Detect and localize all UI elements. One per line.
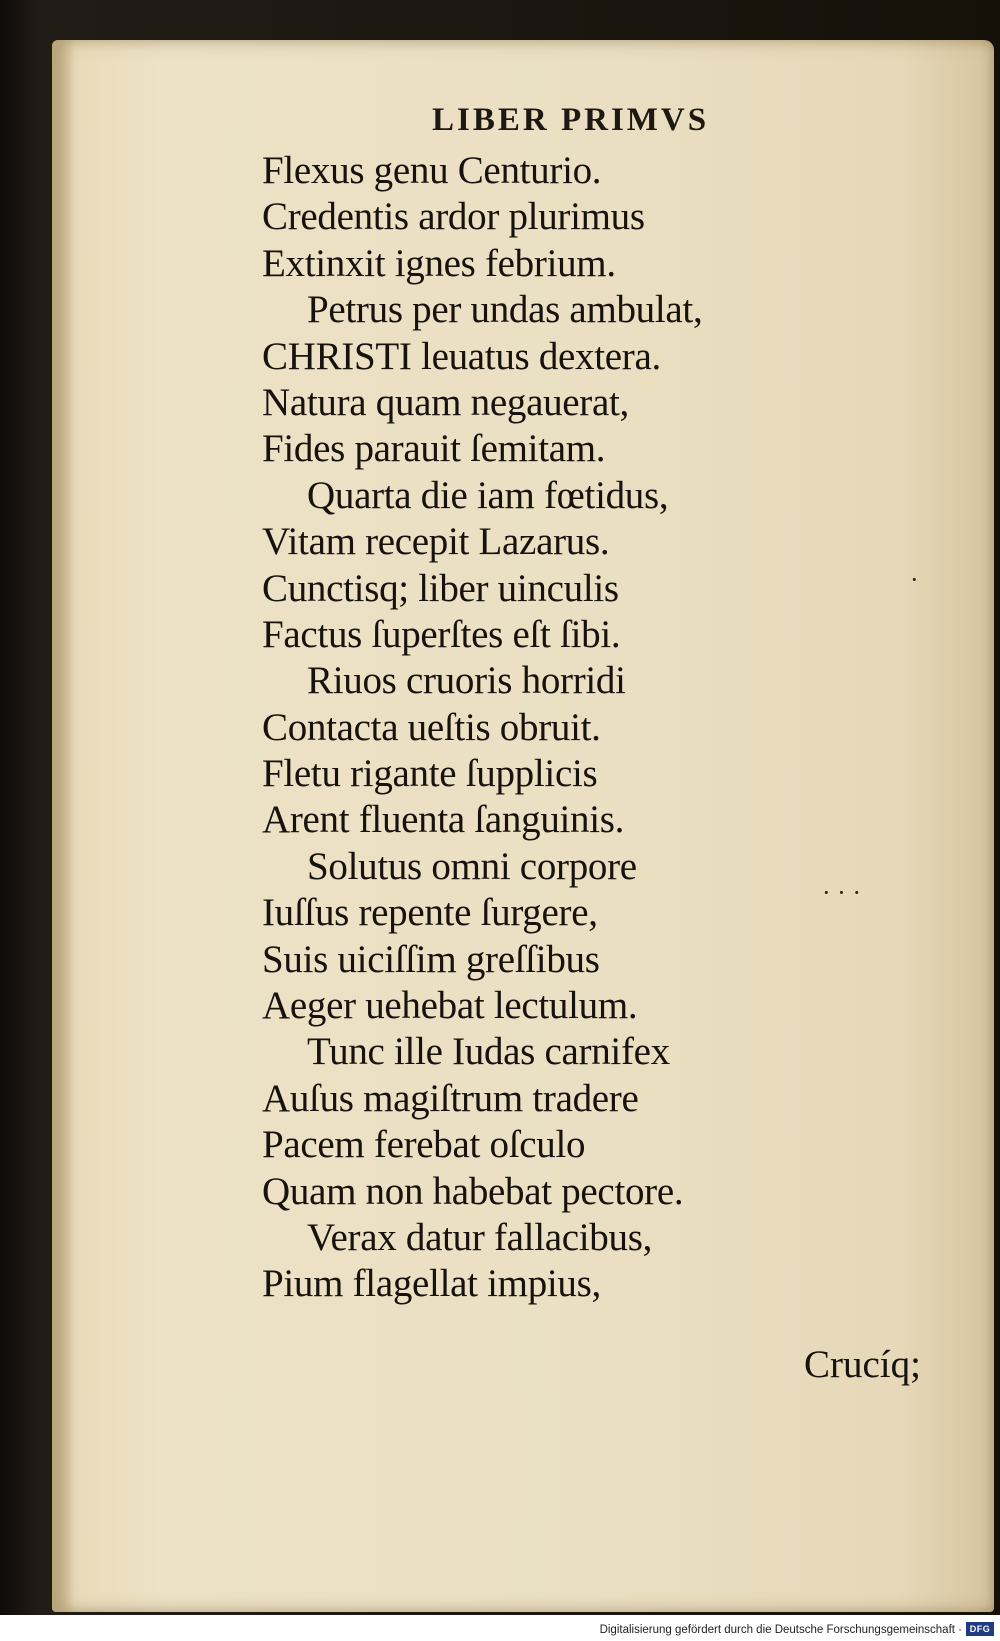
margin-dots: · · · [822,878,861,907]
margin-dot: · [910,565,919,594]
verse-line: Auſus magiſtrum tradere [262,1076,639,1120]
page-gutter-shadow [52,40,74,1612]
verse-line: Natura quam negauerat, [262,380,629,424]
verse-line: Vitam recepit Lazarus. [262,520,610,564]
verse-block [262,148,902,1308]
verse-line: Verax datur fallacibus, [307,1215,653,1259]
verse-line: Pium flagellat impius, [262,1262,601,1306]
verse-line: Fletu rigante ſupplicis [262,752,598,796]
verse-line: Suis uiciſſim greſſibus [262,937,600,981]
running-head: LIBER PRIMVS [432,102,710,138]
footer-bar [0,1615,1000,1641]
verse-line: Fides parauit ſemitam. [262,427,606,471]
verse-line: Cunctisq; liber uinculis [262,566,619,610]
verse-line: Petrus per undas ambulat, [307,288,703,332]
catchword: Crucíq; [804,1343,921,1386]
verse-line: Extinxit ignes febrium. [262,241,616,285]
verse-line: Quarta die iam fœtidus, [307,473,669,517]
verse-line: CHRISTI leuatus dextera. [262,334,661,378]
verse-line: Arent fluenta ſanguinis. [262,798,625,842]
verse-line: Credentis ardor plurimus [262,195,645,239]
verse-line: Contacta ueſtis obruit. [262,705,601,749]
verse-line: Factus ſuperſtes eſt ſibi. [262,612,621,656]
verse-line: Flexus genu Centurio. [262,149,602,192]
verse-line: Quam non habebat pectore. [262,1169,684,1213]
verse-line: Solutus omni corpore [307,844,637,888]
verse-line: Aeger uehebat lectulum. [262,984,638,1028]
verse-line: Riuos cruoris horridi [307,659,626,703]
book-page [52,40,994,1612]
funding-credit: Digitalisierung gefördert durch die Deutsche Forschungsgemeinschaft · [599,1624,962,1636]
dfg-logo: DFG [966,1622,994,1636]
verse-line: Pacem ferebat oſculo [262,1123,586,1167]
verse-line: Tunc ille Iudas carnifex [307,1030,670,1074]
verse-line: Iuſſus repente ſurgere, [262,891,598,935]
